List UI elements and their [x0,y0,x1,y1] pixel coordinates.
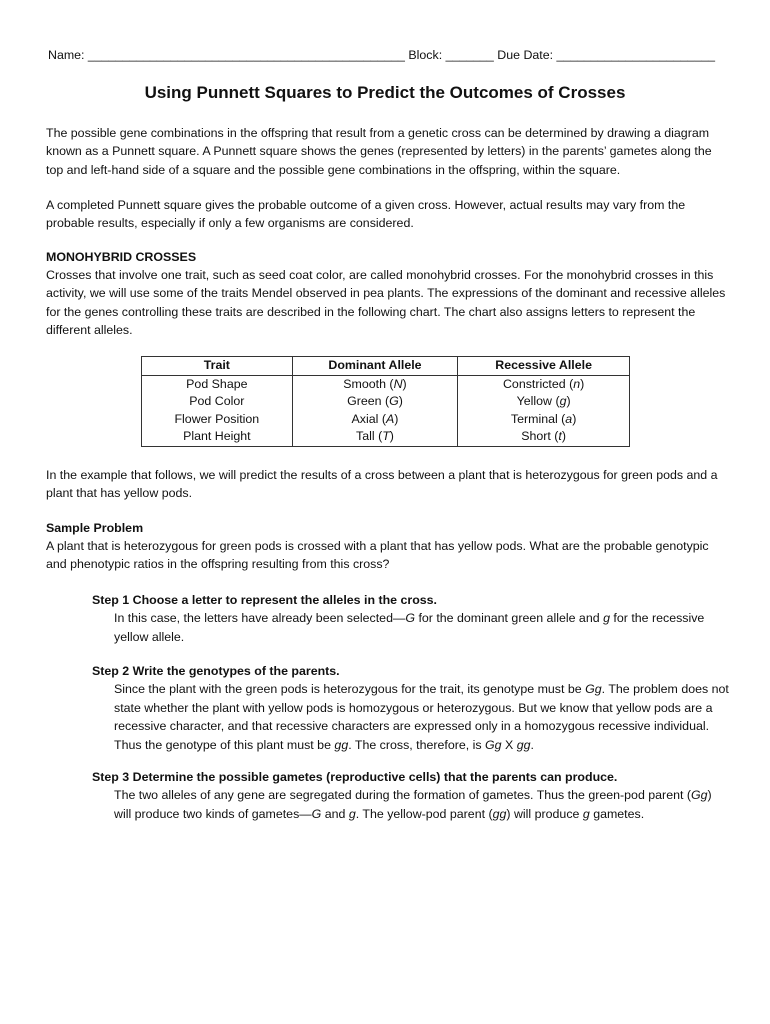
intro-paragraph-2: A completed Punnett square gives the probable outcome of a given cross. However, actual results may vary from the probable results, especially if only a few organisms are considered. [46,198,686,231]
trait-cell: Flower Position [142,411,293,429]
dominant-cell: Axial (A) [292,411,458,429]
dominant-cell: Smooth (N) [292,375,458,393]
intro-paragraph-1: The possible gene combinations in the offspring that result from a genetic cross can be determined by drawing a diagram known as a Punnett square. A Punnett square shows the genes (represented by letters) in the parents’ gametes along the top and left-hand side of a square and the possible gene combinations in the offspring, within the square. [46,126,712,177]
table-row [142,393,630,411]
step-1-title: Step 1 Choose a letter to represent the alleles in the cross. [92,593,437,607]
page-title: Using Punnett Squares to Predict the Outcomes of Crosses [144,83,626,102]
step-2 [92,662,732,754]
step-2-body: Since the plant with the green pods is heterozygous for the trait, its genotype must be Gg. The problem does not state whether the plant with yellow pods is homozygous or heterozygous. But we know that yellow pods are a recessive character, and that recessive characters are expressed only in a homozygous recessive individual. Thus the genotype of this plant must be gg. The cross, therefore, is Gg X gg. [114,682,729,752]
recessive-cell: Short (t) [458,428,630,446]
recessive-cell: Yellow (g) [458,393,630,411]
trait-cell: Pod Shape [142,375,293,393]
header-line [48,46,728,64]
dominant-cell: Tall (T) [292,428,458,446]
due-date-field-label: Due Date: _______________________ [497,48,715,62]
step-3-title: Step 3 Determine the possible gametes (reproductive cells) that the parents can produce. [92,770,618,784]
trait-cell: Plant Height [142,428,293,446]
monohybrid-paragraph: Crosses that involve one trait, such as seed coat color, are called monohybrid crosses. For the monohybrid crosses in this activity, we will use some of the traits Mendel observed in pea plants. The expressions of the dominant and recessive alleles for the genes controlling these traits are described in the following chart. The chart also assigns letters to represent the different alleles. [46,268,726,338]
dominant-cell: Green (G) [292,393,458,411]
example-paragraph: In the example that follows, we will predict the results of a cross between a plant that is heterozygous for green pods and a plant that has yellow pods. [46,468,718,501]
step-2-title: Step 2 Write the genotypes of the parents. [92,664,340,678]
header-recessive: Recessive Allele [458,357,630,376]
trait-cell: Pod Color [142,393,293,411]
table-row [142,375,630,393]
name-field-label: Name: ______________________________________________ [48,48,405,62]
monohybrid-heading: MONOHYBRID CROSSES [46,250,197,264]
recessive-cell: Constricted (n) [458,375,630,393]
step-1-body: In this case, the letters have already been selected—G for the dominant green allele and g for the recessive yellow allele. [114,611,705,644]
sample-problem-heading: Sample Problem [46,521,144,535]
table-header-row [142,357,630,376]
allele-table [141,356,630,447]
header-trait: Trait [142,357,293,376]
step-3-body: The two alleles of any gene are segregated during the formation of gametes. Thus the green-pod parent (Gg) will produce two kinds of gametes—G and g. The yellow-pod parent (gg) will produce g gametes. [114,788,712,821]
block-field-label: Block: _______ [408,48,494,62]
header-dominant: Dominant Allele [292,357,458,376]
recessive-cell: Terminal (a) [458,411,630,429]
step-3 [92,768,732,823]
table-row [142,411,630,429]
sample-problem-text: A plant that is heterozygous for green pods is crossed with a plant that has yellow pods. What are the probable genotypic and phenotypic ratios in the offspring resulting from this cross? [46,539,709,572]
step-1 [92,591,732,646]
table-row [142,428,630,446]
